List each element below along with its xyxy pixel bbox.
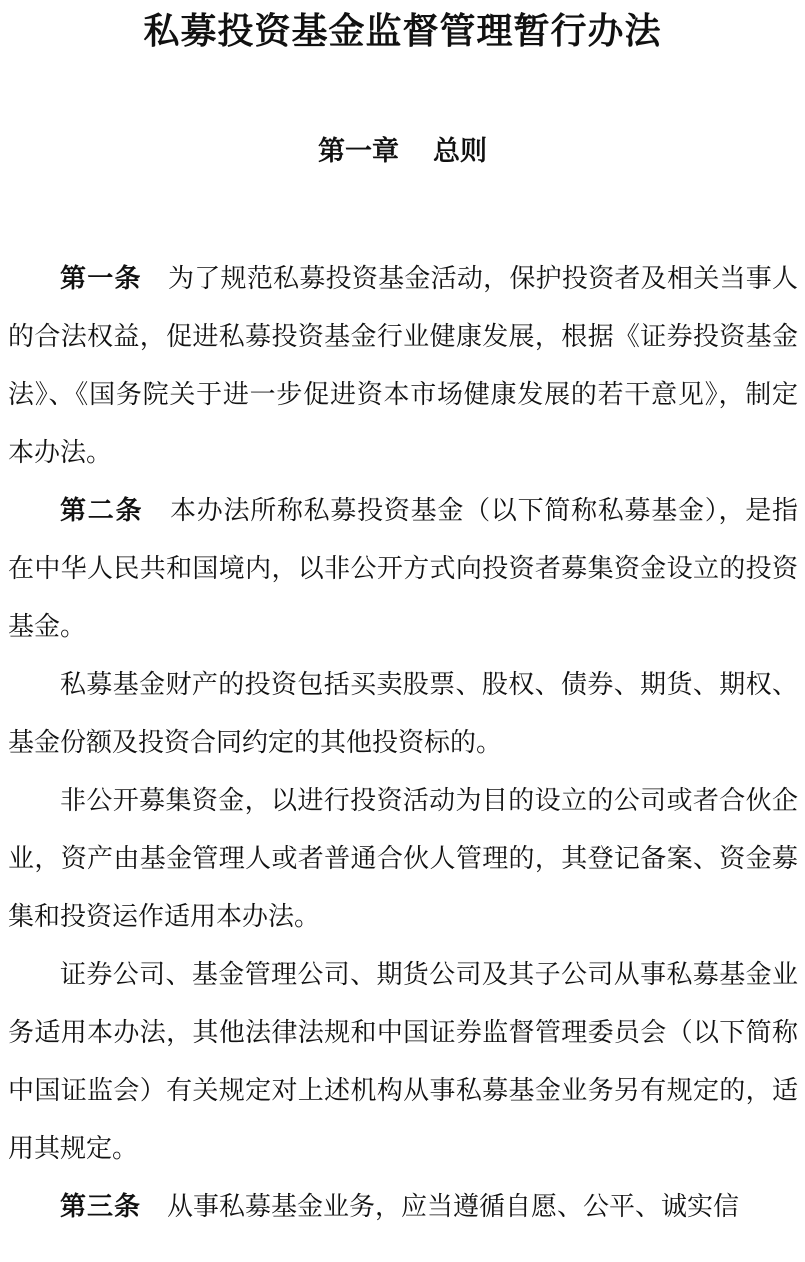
paragraph-text: 证券公司、基金管理公司、期货公司及其子公司从事私募基金业务适用本办法，其他法律法规和中国证券监督管理委员会（以下简称中国证监会）有关规定对上述机构从事私募基金业务另有规定的，适用其规定。 xyxy=(8,960,798,1164)
document-body xyxy=(8,250,798,1236)
chapter-name: 总则 xyxy=(433,136,487,167)
chapter-heading xyxy=(0,132,805,172)
body-paragraph xyxy=(8,946,798,1178)
paragraph-text: 从事私募基金业务，应当遵循自愿、公平、诚实信 xyxy=(167,1192,740,1222)
paragraph-text: 为了规范私募投资基金活动，保护投资者及相关当事人的合法权益，促进私募投资基金行业健康发展，根据《证券投资基金法》、《国务院关于进一步促进资本市场健康发展的若干意见》，制定本办法。 xyxy=(8,264,798,468)
article-1-paragraph xyxy=(8,250,798,482)
body-paragraph xyxy=(8,772,798,946)
article-3-paragraph xyxy=(8,1178,798,1236)
paragraph-text: 私募基金财产的投资包括买卖股票、股权、债券、期货、期权、基金份额及投资合同约定的其他投资标的。 xyxy=(8,670,798,758)
document-title: 私募投资基金监督管理暂行办法 xyxy=(143,11,662,52)
article-label: 第三条 xyxy=(60,1192,142,1222)
paragraph-text: 非公开募集资金，以进行投资活动为目的设立的公司或者合伙企业，资产由基金管理人或者普通合伙人管理的，其登记备案、资金募集和投资运作适用本办法。 xyxy=(8,786,798,932)
chapter-number: 第一章 xyxy=(318,136,399,167)
article-label: 第二条 xyxy=(60,496,144,526)
article-label: 第一条 xyxy=(60,264,142,294)
paragraph-text: 本办法所称私募投资基金（以下简称私募基金），是指在中华人民共和国境内，以非公开方式向投资者募集资金设立的投资基金。 xyxy=(8,496,798,642)
body-paragraph xyxy=(8,656,798,772)
article-2-paragraph xyxy=(8,482,798,656)
